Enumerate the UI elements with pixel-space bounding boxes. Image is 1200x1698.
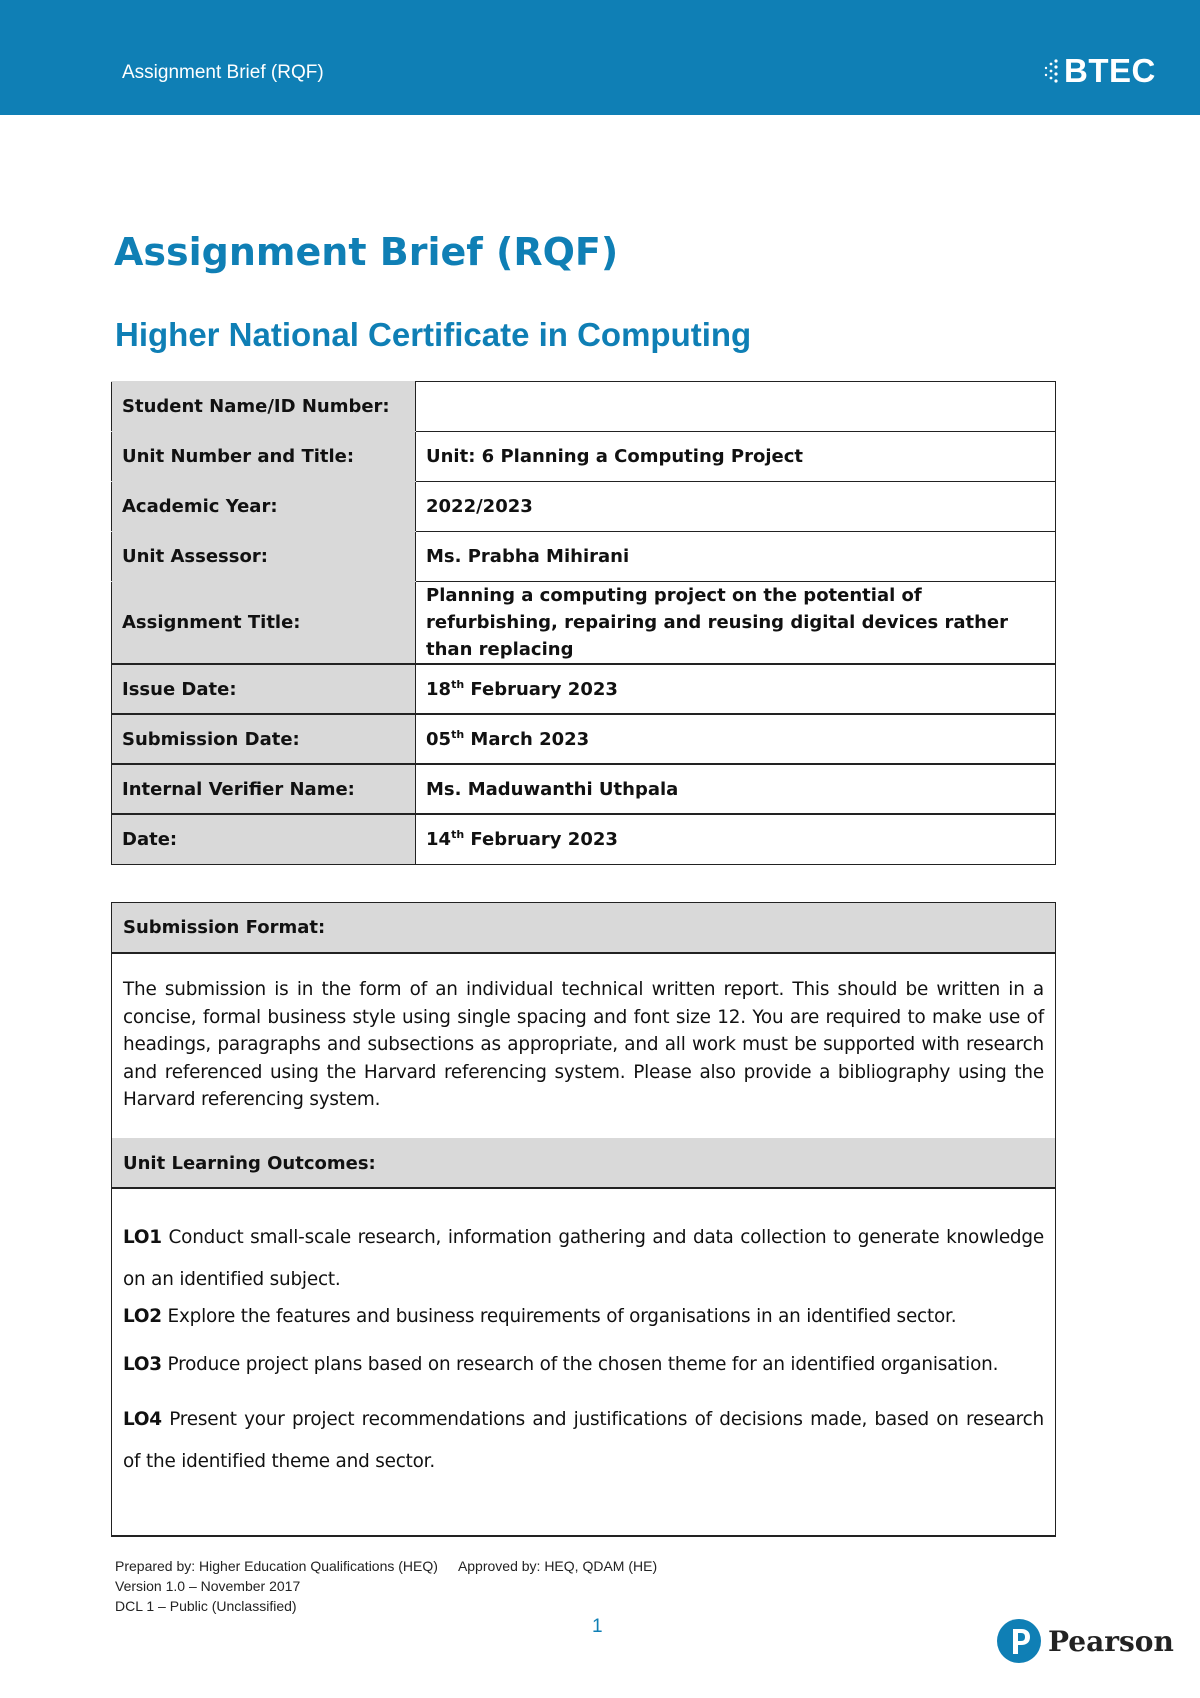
- unit-assessor-label: Unit Assessor:: [112, 532, 416, 582]
- pearson-wordmark: Pearson: [1048, 1624, 1174, 1658]
- internal-verifier-label: Internal Verifier Name:: [112, 764, 416, 814]
- issue-date-rest: February 2023: [464, 678, 618, 700]
- lo-text: Present your project recommendations and justifications of decisions made, based on research of the identified theme and sector.: [123, 1409, 1044, 1472]
- unit-title-label: Unit Number and Title:: [112, 432, 416, 482]
- issue-date-day: 18: [426, 678, 452, 700]
- btec-logo-text: BTEC: [1064, 52, 1156, 89]
- footer-dcl: DCL 1 – Public (Unclassified): [115, 1598, 297, 1614]
- verify-date-label: Date:: [112, 814, 416, 864]
- verify-date-day: 14: [426, 828, 452, 850]
- lo-code: LO2: [123, 1306, 162, 1327]
- assignment-title-value: Planning a computing project on the potential of refurbishing, repairing and reusing digital devices rather than replacing: [416, 582, 1056, 665]
- learning-outcomes-list: [112, 1189, 1055, 1483]
- btec-logo: [1042, 52, 1156, 90]
- submission-date-value: [416, 714, 1056, 764]
- assignment-info-table: [111, 381, 1056, 865]
- learning-outcome-item: [123, 1351, 1044, 1379]
- lo-text: Explore the features and business requirements of organisations in an identified sector.: [161, 1306, 957, 1327]
- submission-date-day: 05: [426, 728, 452, 750]
- issue-date-value: [416, 664, 1056, 714]
- pearson-logo: [996, 1618, 1174, 1664]
- page-number: 1: [592, 1616, 603, 1637]
- internal-verifier-value: Ms. Maduwanthi Uthpala: [416, 764, 1056, 814]
- footer-version: Version 1.0 – November 2017: [115, 1578, 301, 1594]
- issue-date-suffix: th: [451, 677, 465, 691]
- header-title: Assignment Brief (RQF): [122, 62, 324, 83]
- lo-text: Conduct small-scale research, information gathering and data collection to generate knowledge on an identified subject.: [123, 1227, 1044, 1290]
- issue-date-label: Issue Date:: [112, 664, 416, 714]
- submission-format-heading: Submission Format:: [112, 903, 1055, 954]
- unit-title-value: Unit: 6 Planning a Computing Project: [416, 432, 1056, 482]
- header-band: [0, 0, 1200, 115]
- learning-outcome-item: [123, 1303, 1044, 1331]
- footer-approved: Approved by: HEQ, QDAM (HE): [457, 1558, 658, 1574]
- student-name-label: Student Name/ID Number:: [112, 382, 416, 432]
- submission-date-suffix: th: [451, 727, 465, 741]
- pearson-p-icon: [996, 1618, 1042, 1664]
- btec-dots-icon: [1042, 58, 1060, 84]
- document-subtitle: Higher National Certificate in Computing: [115, 316, 752, 353]
- document-title: Assignment Brief (RQF): [114, 230, 619, 274]
- submission-date-label: Submission Date:: [112, 714, 416, 764]
- student-name-value: [416, 382, 1056, 432]
- learning-outcome-item: [123, 1217, 1044, 1301]
- academic-year-value: 2022/2023: [416, 482, 1056, 532]
- footer-prepared-row: [115, 1556, 657, 1576]
- lo-text: Produce project plans based on research of the chosen theme for an identified organisation.: [161, 1354, 999, 1375]
- verify-date-value: [416, 814, 1056, 864]
- learning-outcome-item: [123, 1399, 1044, 1483]
- footer-prepared: Prepared by: Higher Education Qualifications (HEQ): [115, 1558, 438, 1574]
- lo-code: LO4: [123, 1409, 162, 1430]
- verify-date-suffix: th: [451, 827, 465, 841]
- submission-format-box: [111, 902, 1056, 1537]
- assignment-title-label: Assignment Title:: [112, 582, 416, 665]
- submission-format-text: The submission is in the form of an individual technical written report. This should be written in a concise, formal business style using single spacing and font size 12. You are required to make use of headings, paragraphs and subsections as appropriate, and all work must be supported with research and referenced using the Harvard referencing system. Please also provide a bibliography using the Harvard referencing system.: [123, 979, 1044, 1111]
- lo-code: LO3: [123, 1354, 162, 1375]
- submission-date-rest: March 2023: [464, 728, 590, 750]
- lo-code: LO1: [123, 1227, 162, 1248]
- verify-date-rest: February 2023: [464, 828, 618, 850]
- learning-outcomes-heading: Unit Learning Outcomes:: [112, 1138, 1055, 1189]
- footer: [115, 1556, 657, 1616]
- academic-year-label: Academic Year:: [112, 482, 416, 532]
- unit-assessor-value: Ms. Prabha Mihirani: [416, 532, 1056, 582]
